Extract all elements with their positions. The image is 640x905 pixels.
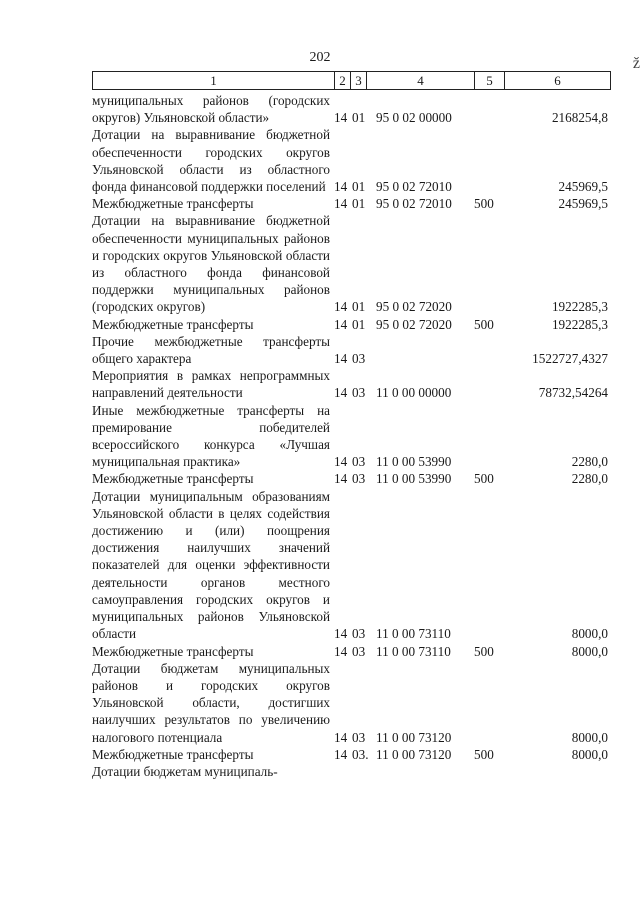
table-row (92, 763, 610, 780)
budget-table (92, 92, 610, 780)
expense-type-code (474, 212, 508, 315)
chapter-code (334, 763, 352, 780)
target-article-code: 95 0 02 72020 (376, 299, 452, 315)
column-header-row (93, 72, 611, 90)
subsection-code: 03 (352, 729, 366, 745)
amount-cell (508, 763, 610, 780)
col-header-2: 2 (335, 72, 351, 90)
chapter-code: 14 (334, 626, 348, 642)
table-row (92, 126, 610, 195)
target-article-code: 95 0 02 72010 (376, 179, 452, 195)
table-row (92, 488, 610, 643)
subsection-code: 03 (352, 626, 366, 642)
desc-cell: муниципальных районов (городских округов) Ульяновской области» (92, 93, 330, 126)
target-article-code (374, 763, 474, 780)
margin-mark: ž (632, 55, 640, 72)
target-article-code (374, 333, 474, 367)
target-article-code: 11 0 00 00000 (376, 385, 452, 401)
amount-cell: 245969,5 (558, 179, 608, 195)
subsection-code: 01 (352, 299, 366, 315)
target-article-code: 11 0 00 73120 (376, 746, 452, 762)
expense-type-code (474, 126, 508, 195)
desc-cell: Дотации на выравнивание бюджетной обеспеченности муниципальных районов и городских округов Ульяновской области из областного фонда финансовой поддержки муниципальных районов (городских округов) (92, 213, 330, 315)
subsection-code: 01 (352, 316, 366, 332)
amount-cell: 8000,0 (571, 729, 608, 745)
expense-type-code: 500 (474, 746, 494, 762)
target-article-code: 95 0 02 72020 (376, 316, 452, 332)
expense-type-code (474, 367, 508, 401)
expense-type-code (474, 763, 508, 780)
col-header-6: 6 (505, 72, 611, 90)
expense-type-code: 500 (474, 316, 494, 332)
subsection-code (352, 763, 374, 780)
amount-cell: 1922285,3 (551, 316, 608, 332)
chapter-code: 14 (334, 643, 348, 659)
amount-cell: 1922285,3 (551, 299, 608, 315)
budget-table-body (92, 92, 610, 780)
expense-type-code (474, 402, 508, 471)
chapter-code: 14 (334, 471, 348, 487)
desc-cell: Межбюджетные трансферты (92, 746, 254, 762)
col-header-5: 5 (475, 72, 505, 90)
amount-cell: 2280,0 (571, 454, 608, 470)
target-article-code: 11 0 00 73120 (376, 729, 452, 745)
expense-type-code (474, 333, 508, 367)
chapter-code: 14 (334, 299, 348, 315)
chapter-code: 14 (334, 110, 348, 126)
table-row (92, 92, 610, 126)
expense-type-code (474, 92, 508, 126)
expense-type-code: 500 (474, 471, 494, 487)
col-header-3: 3 (351, 72, 367, 90)
desc-cell: Мероприятия в рамках непрограммных направлений деятельности (92, 368, 330, 401)
col-header-1: 1 (93, 72, 335, 90)
subsection-code: 03 (352, 454, 366, 470)
target-article-code: 11 0 00 53990 (376, 454, 452, 470)
amount-cell: 245969,5 (558, 196, 608, 212)
chapter-code: 14 (334, 454, 348, 470)
chapter-code: 14 (334, 316, 348, 332)
desc-cell: Дотации муниципальным образованиям Ульяновской области в целях содействия достижению и (или) поощрения достижения наилучших значений показателей для оценки эффективности деятельности органов местного самоуправления городских округов и муниципальных районов Ульяновской области (92, 488, 330, 642)
table-row (92, 367, 610, 401)
table-row (92, 316, 610, 333)
desc-cell: Прочие межбюджетные трансферты общего характера (92, 333, 330, 367)
column-header-table (92, 71, 611, 90)
desc-cell: Дотации бюджетам муниципаль- (92, 763, 278, 779)
desc-cell: Межбюджетные трансферты (92, 316, 254, 332)
table-row (92, 195, 610, 212)
amount-cell: 1522727,4327 (532, 351, 608, 367)
table-row (92, 470, 610, 487)
desc-cell: Иные межбюджетные трансферты на премирование победителей всероссийского конкурса «Лучшая муниципальная практика» (92, 402, 330, 470)
subsection-code: 01 (352, 196, 366, 212)
table-row (92, 402, 610, 471)
amount-cell: 78732,54264 (538, 385, 608, 401)
desc-cell: Межбюджетные трансферты (92, 196, 254, 212)
chapter-code: 14 (334, 196, 348, 212)
table-row (92, 333, 610, 367)
subsection-code: 01 (352, 110, 366, 126)
subsection-code: 03 (352, 351, 366, 367)
desc-cell: Дотации бюджетам муниципальных районов и городских округов Ульяновской области, достигших наилучших результатов по увеличению налогового потенциала (92, 660, 330, 745)
amount-cell: 2280,0 (571, 471, 608, 487)
subsection-code: 01 (352, 179, 366, 195)
subsection-code: 03 (352, 471, 366, 487)
target-article-code: 11 0 00 53990 (376, 471, 452, 487)
amount-cell: 2168254,8 (551, 110, 608, 126)
desc-cell: Дотации на выравнивание бюджетной обеспеченности городских округов Ульяновской области из областного фонда финансовой поддержки поселений (92, 127, 330, 195)
chapter-code: 14 (334, 385, 348, 401)
table-row (92, 643, 610, 660)
subsection-code: 03 (352, 385, 366, 401)
amount-cell: 8000,0 (571, 746, 608, 762)
table-row (92, 212, 610, 315)
chapter-code: 14 (334, 179, 348, 195)
expense-type-code: 500 (474, 643, 494, 659)
subsection-code: 03. (352, 746, 369, 762)
target-article-code: 95 0 02 00000 (376, 110, 452, 126)
page-number: 202 (309, 50, 331, 65)
desc-cell: Межбюджетные трансферты (92, 643, 254, 659)
chapter-code: 14 (334, 729, 348, 745)
target-article-code: 11 0 00 73110 (376, 643, 451, 659)
expense-type-code (474, 660, 508, 746)
chapter-code: 14 (334, 746, 348, 762)
target-article-code: 11 0 00 73110 (376, 626, 451, 642)
table-row (92, 660, 610, 746)
expense-type-code: 500 (474, 196, 494, 212)
chapter-code: 14 (334, 351, 348, 367)
amount-cell: 8000,0 (571, 626, 608, 642)
amount-cell: 8000,0 (571, 643, 608, 659)
table-row (92, 746, 610, 763)
desc-cell: Межбюджетные трансферты (92, 471, 254, 487)
target-article-code: 95 0 02 72010 (376, 196, 452, 212)
expense-type-code (474, 488, 508, 643)
col-header-4: 4 (367, 72, 475, 90)
subsection-code: 03 (352, 643, 366, 659)
